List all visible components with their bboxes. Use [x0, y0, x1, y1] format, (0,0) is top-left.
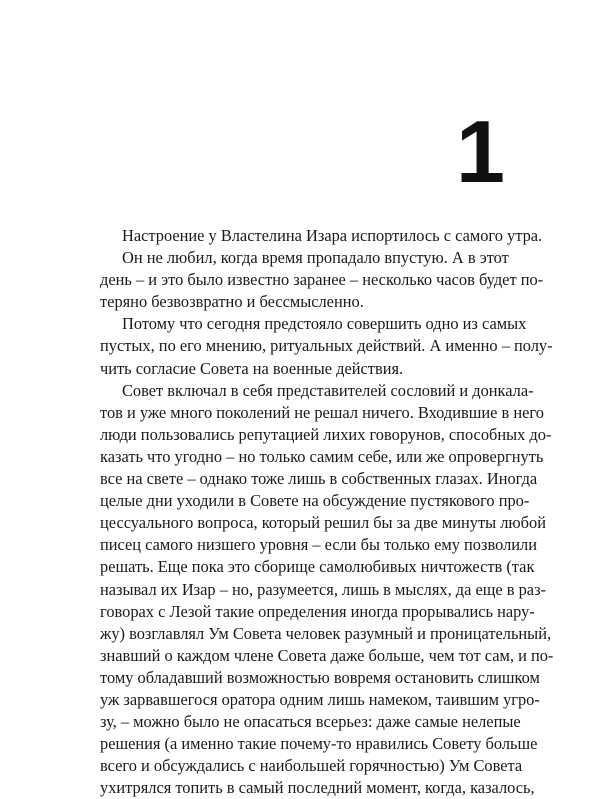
text-line: цессуального вопроса, который решил бы за две минуты любой [100, 513, 546, 533]
text-line: знавший о каждом члене Совета даже больше, чем тот сам, и по- [100, 645, 554, 665]
text-line: называл их Изар – но, разумеется, лишь в мыслях, да еще в раз- [100, 579, 546, 599]
text-line: тому обладавший возможностью вовремя остановить слишком [100, 667, 540, 687]
paragraph-1 [100, 225, 543, 247]
text-line: ухитрялся топить в самый последний момент, когда, казалось, [100, 778, 535, 798]
paragraph-4 [100, 380, 554, 799]
text-line: говорах с Лезой такие определения иногда прорывались нару- [100, 601, 535, 621]
text-line: пустых, по его мнению, ритуальных действий. А именно – полу- [100, 336, 553, 356]
paragraph-3 [100, 313, 553, 379]
chapter-text [100, 225, 554, 799]
text-line: тов и уже много поколений не решал ничего. Входившие в него [100, 402, 544, 422]
text-line: чить согласие Совета на военные действия. [100, 358, 404, 378]
text-line: Он не любил, когда время пропадало впустую. А в этот [122, 248, 509, 268]
text-line: казать что угодно – но только самим себе, или же опровергнуть [100, 446, 544, 466]
text-line: люди пользовались репутацией лихих говорунов, способных до- [100, 424, 552, 444]
chapter-number: 1 [456, 102, 505, 201]
text-line: все на свете – однако тоже лишь в собственных глазах. Иногда [100, 469, 538, 489]
text-line: Совет включал в себя представителей сословий и донкала- [122, 380, 534, 400]
text-line: жу) возглавлял Ум Совета человек разумный и проницательный, [100, 623, 552, 643]
text-line: целые дни уходили в Совете на обсуждение пустякового про- [100, 491, 530, 511]
text-line: зу, – можно было не опасаться всерьез: даже самые нелепые [100, 712, 521, 732]
text-line: Настроение у Властелина Изара испортилось с самого утра. [122, 226, 543, 245]
text-line: уж зарвавшегося оратора одним лишь намеком, таившим угро- [100, 689, 540, 709]
paragraph-2 [100, 247, 544, 313]
text-line: решать. Еще пока это сборище самолюбивых ничтожеств (так [100, 557, 535, 577]
text-line: Потому что сегодня предстояло совершить одно из самых [122, 314, 527, 334]
text-line: решения (а именно такие почему-то нравились Совету больше [100, 734, 538, 754]
text-line: теряно безвозвратно и бессмысленно. [100, 292, 364, 312]
text-line: писец самого низшего уровня – если бы только ему позволили [100, 535, 537, 555]
text-line: день – и это было известно заранее – несколько часов будет по- [100, 270, 544, 290]
text-line: всего и обсуждались с наибольшей горячностью) Ум Совета [100, 756, 523, 776]
